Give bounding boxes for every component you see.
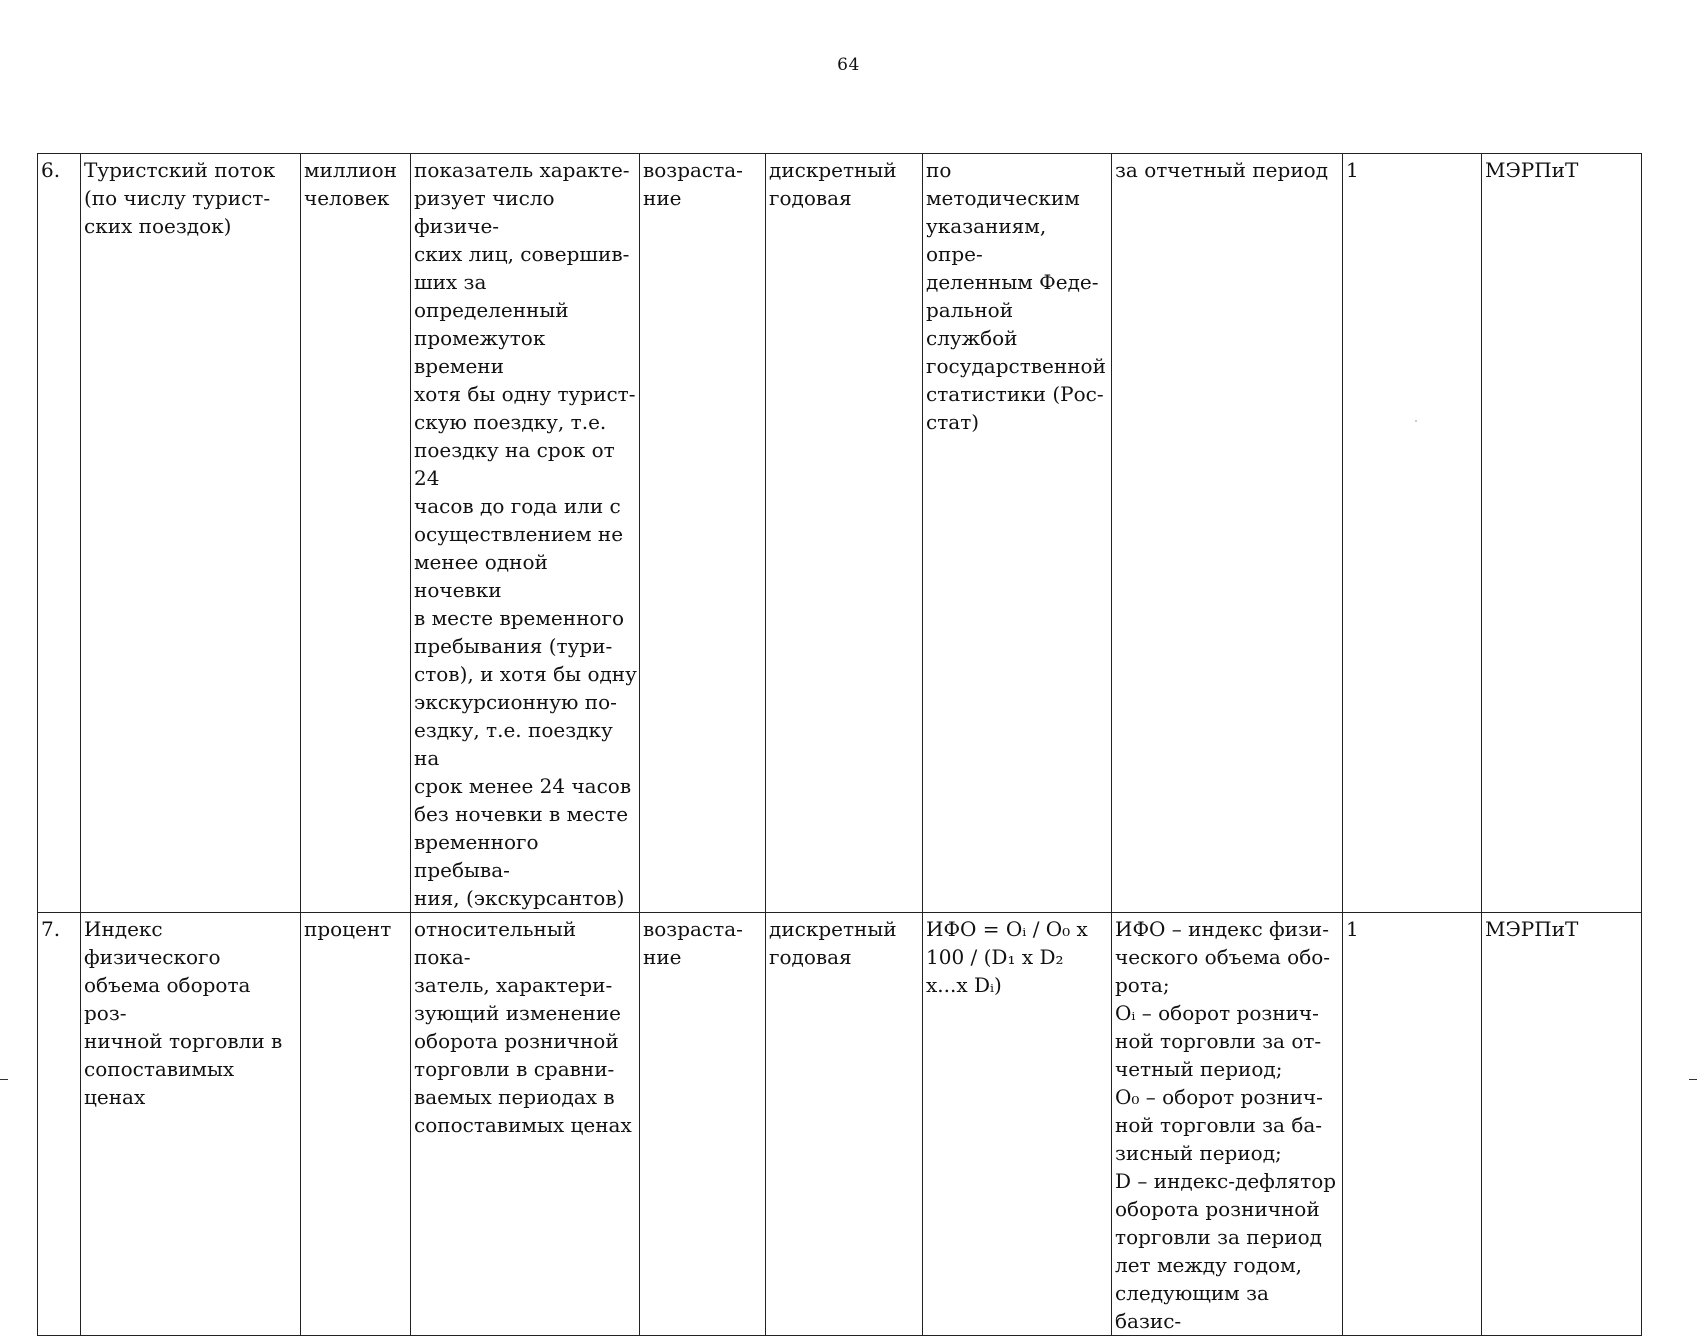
indicator-type: дискретный годовая: [766, 913, 923, 1336]
unit-of-measure: процент: [301, 913, 411, 1336]
calculation-method: по методическим указаниям, опре- деленным Феде- ральной службой государственной статистики (Рос- стат): [923, 154, 1112, 913]
indicator-name: Туристский поток (по числу турист- ских поездок): [81, 154, 301, 913]
calculation-basis: ИФО – индекс физи- ческого объема обо- рота; Oᵢ – оборот рознич- ной торговли за от- четный период; O₀ – оборот рознич- ной торговли за ба- зисный период; D – индекс-дефлятор оборота розничной торговли за период лет между годом, следующим за базис-: [1112, 913, 1343, 1336]
unit-of-measure: миллион человек: [301, 154, 411, 913]
page-number: 64: [837, 55, 860, 75]
scan-edge-mark-left: [0, 1079, 8, 1080]
indicator-definition: относительный пока- затель, характери- зующий изменение оборота розничной торговли в сравни- ваемых периодах в сопоставимых ценах: [411, 913, 640, 1336]
indicator-name: Индекс физического объема оборота роз- ничной торговли в сопоставимых ценах: [81, 913, 301, 1336]
table-row: [38, 154, 1642, 913]
scan-speck: [1415, 420, 1417, 422]
data-source: 1: [1343, 913, 1482, 1336]
scan-edge-mark-right: [1689, 1079, 1697, 1080]
row-number: 6.: [38, 154, 81, 913]
row-number: 7.: [38, 913, 81, 1336]
responsible-body: МЭРПиТ: [1482, 154, 1642, 913]
indicator-type: дискретный годовая: [766, 154, 923, 913]
calculation-method: ИФО = Oᵢ / O₀ x 100 / (D₁ x D₂ x...x Dᵢ): [923, 913, 1112, 1336]
indicators-table: [37, 153, 1642, 1336]
data-source: 1: [1343, 154, 1482, 913]
trend-direction: возраста- ние: [640, 154, 766, 913]
indicator-definition: показатель характе- ризует число физиче- ских лиц, совершив- ших за определенный промежуток времени хотя бы одну турист- скую поездку, т.е. поездку на срок от 24 часов до года или с осуществлением не менее одной ночевки в месте временного пребывания (тури- стов), и хотя бы одну экскурсионную по- ездку, т.е. поездку на срок менее 24 часов без ночевки в месте временного пребыва- ния, (экскурсантов): [411, 154, 640, 913]
calculation-basis: за отчетный период: [1112, 154, 1343, 913]
trend-direction: возраста- ние: [640, 913, 766, 1336]
responsible-body: МЭРПиТ: [1482, 913, 1642, 1336]
table-row: [38, 913, 1642, 1336]
